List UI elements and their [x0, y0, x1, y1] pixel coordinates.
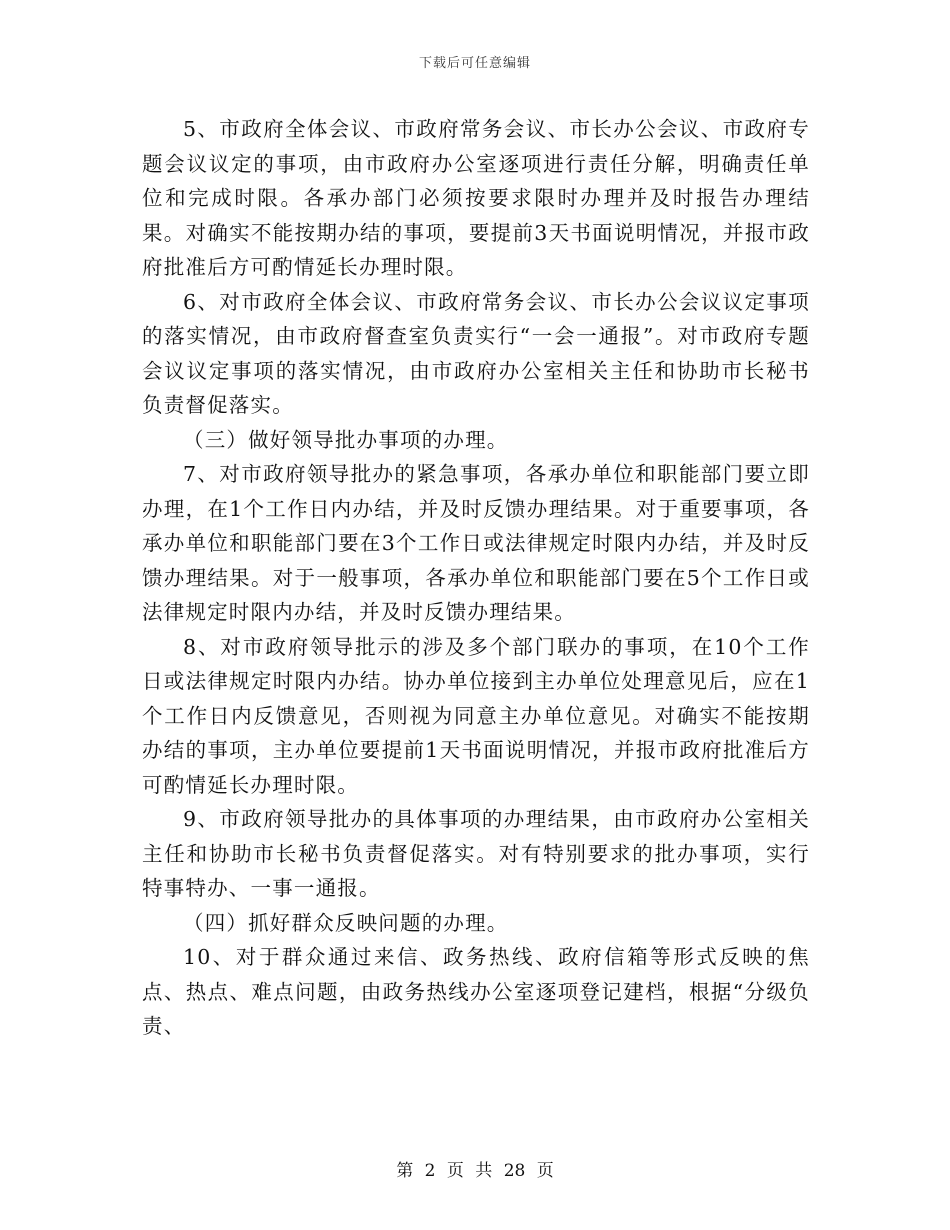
paragraph-item-7: 7、对市政府领导批办的紧急事项，各承办单位和职能部门要立即办理，在1个工作日内办结，并及时反馈办理结果。对于重要事项，各承办单位和职能部门要在3个工作日或法律规定时限内办结，并及时反馈办理结果。对于一般事项，各承办单位和职能部门要在5个工作日或法律规定时限内办结，并及时反馈办理结果。	[142, 462, 810, 624]
paragraph-item-6: 6、对市政府全体会议、市政府常务会议、市长办公会议议定事项的落实情况，由市政府督查室负责实行“一会一通报”。对市政府专题会议议定事项的落实情况，由市政府办公室相关主任和协助市长秘书负责督促落实。	[142, 289, 810, 417]
paragraph-item-10: 10、对于群众通过来信、政务热线、政府信箱等形式反映的焦点、热点、难点问题，由政务热线办公室逐项登记建档，根据“分级负责、	[142, 945, 810, 1038]
document-body	[142, 112, 810, 1044]
page-footer: 第 2 页 共 28 页	[396, 1161, 554, 1181]
paragraph-item-8: 8、对市政府领导批示的涉及多个部门联办的事项，在10个工作日或法律规定时限内办结。协办单位接到主办单位处理意见后，应在1个工作日内反馈意见，否则视为同意主办单位意见。对确实不能按期办结的事项，主办单位要提前1天书面说明情况，并报市政府批准后方可酌情延长办理时限。	[142, 634, 810, 797]
paragraph-item-9: 9、市政府领导批办的具体事项的办理结果，由市政府办公室相关主任和协助市长秘书负责督促落实。对有特别要求的批办事项，实行特事特办、一事一通报。	[142, 807, 810, 900]
section-heading-3: （三）做好领导批办事项的办理。	[183, 427, 509, 452]
paragraph-item-5: 5、市政府全体会议、市政府常务会议、市长办公会议、市政府专题会议议定的事项，由市政府办公室逐项进行责任分解，明确责任单位和完成时限。各承办部门必须按要求限时办理并及时报告办理结果。对确实不能按期办结的事项，要提前3天书面说明情况，并报市政府批准后方可酌情延长办理时限。	[142, 117, 810, 279]
page-header: 下载后可任意编辑	[418, 56, 531, 71]
section-heading-4: （四）抓好群众反映问题的办理。	[183, 910, 509, 935]
